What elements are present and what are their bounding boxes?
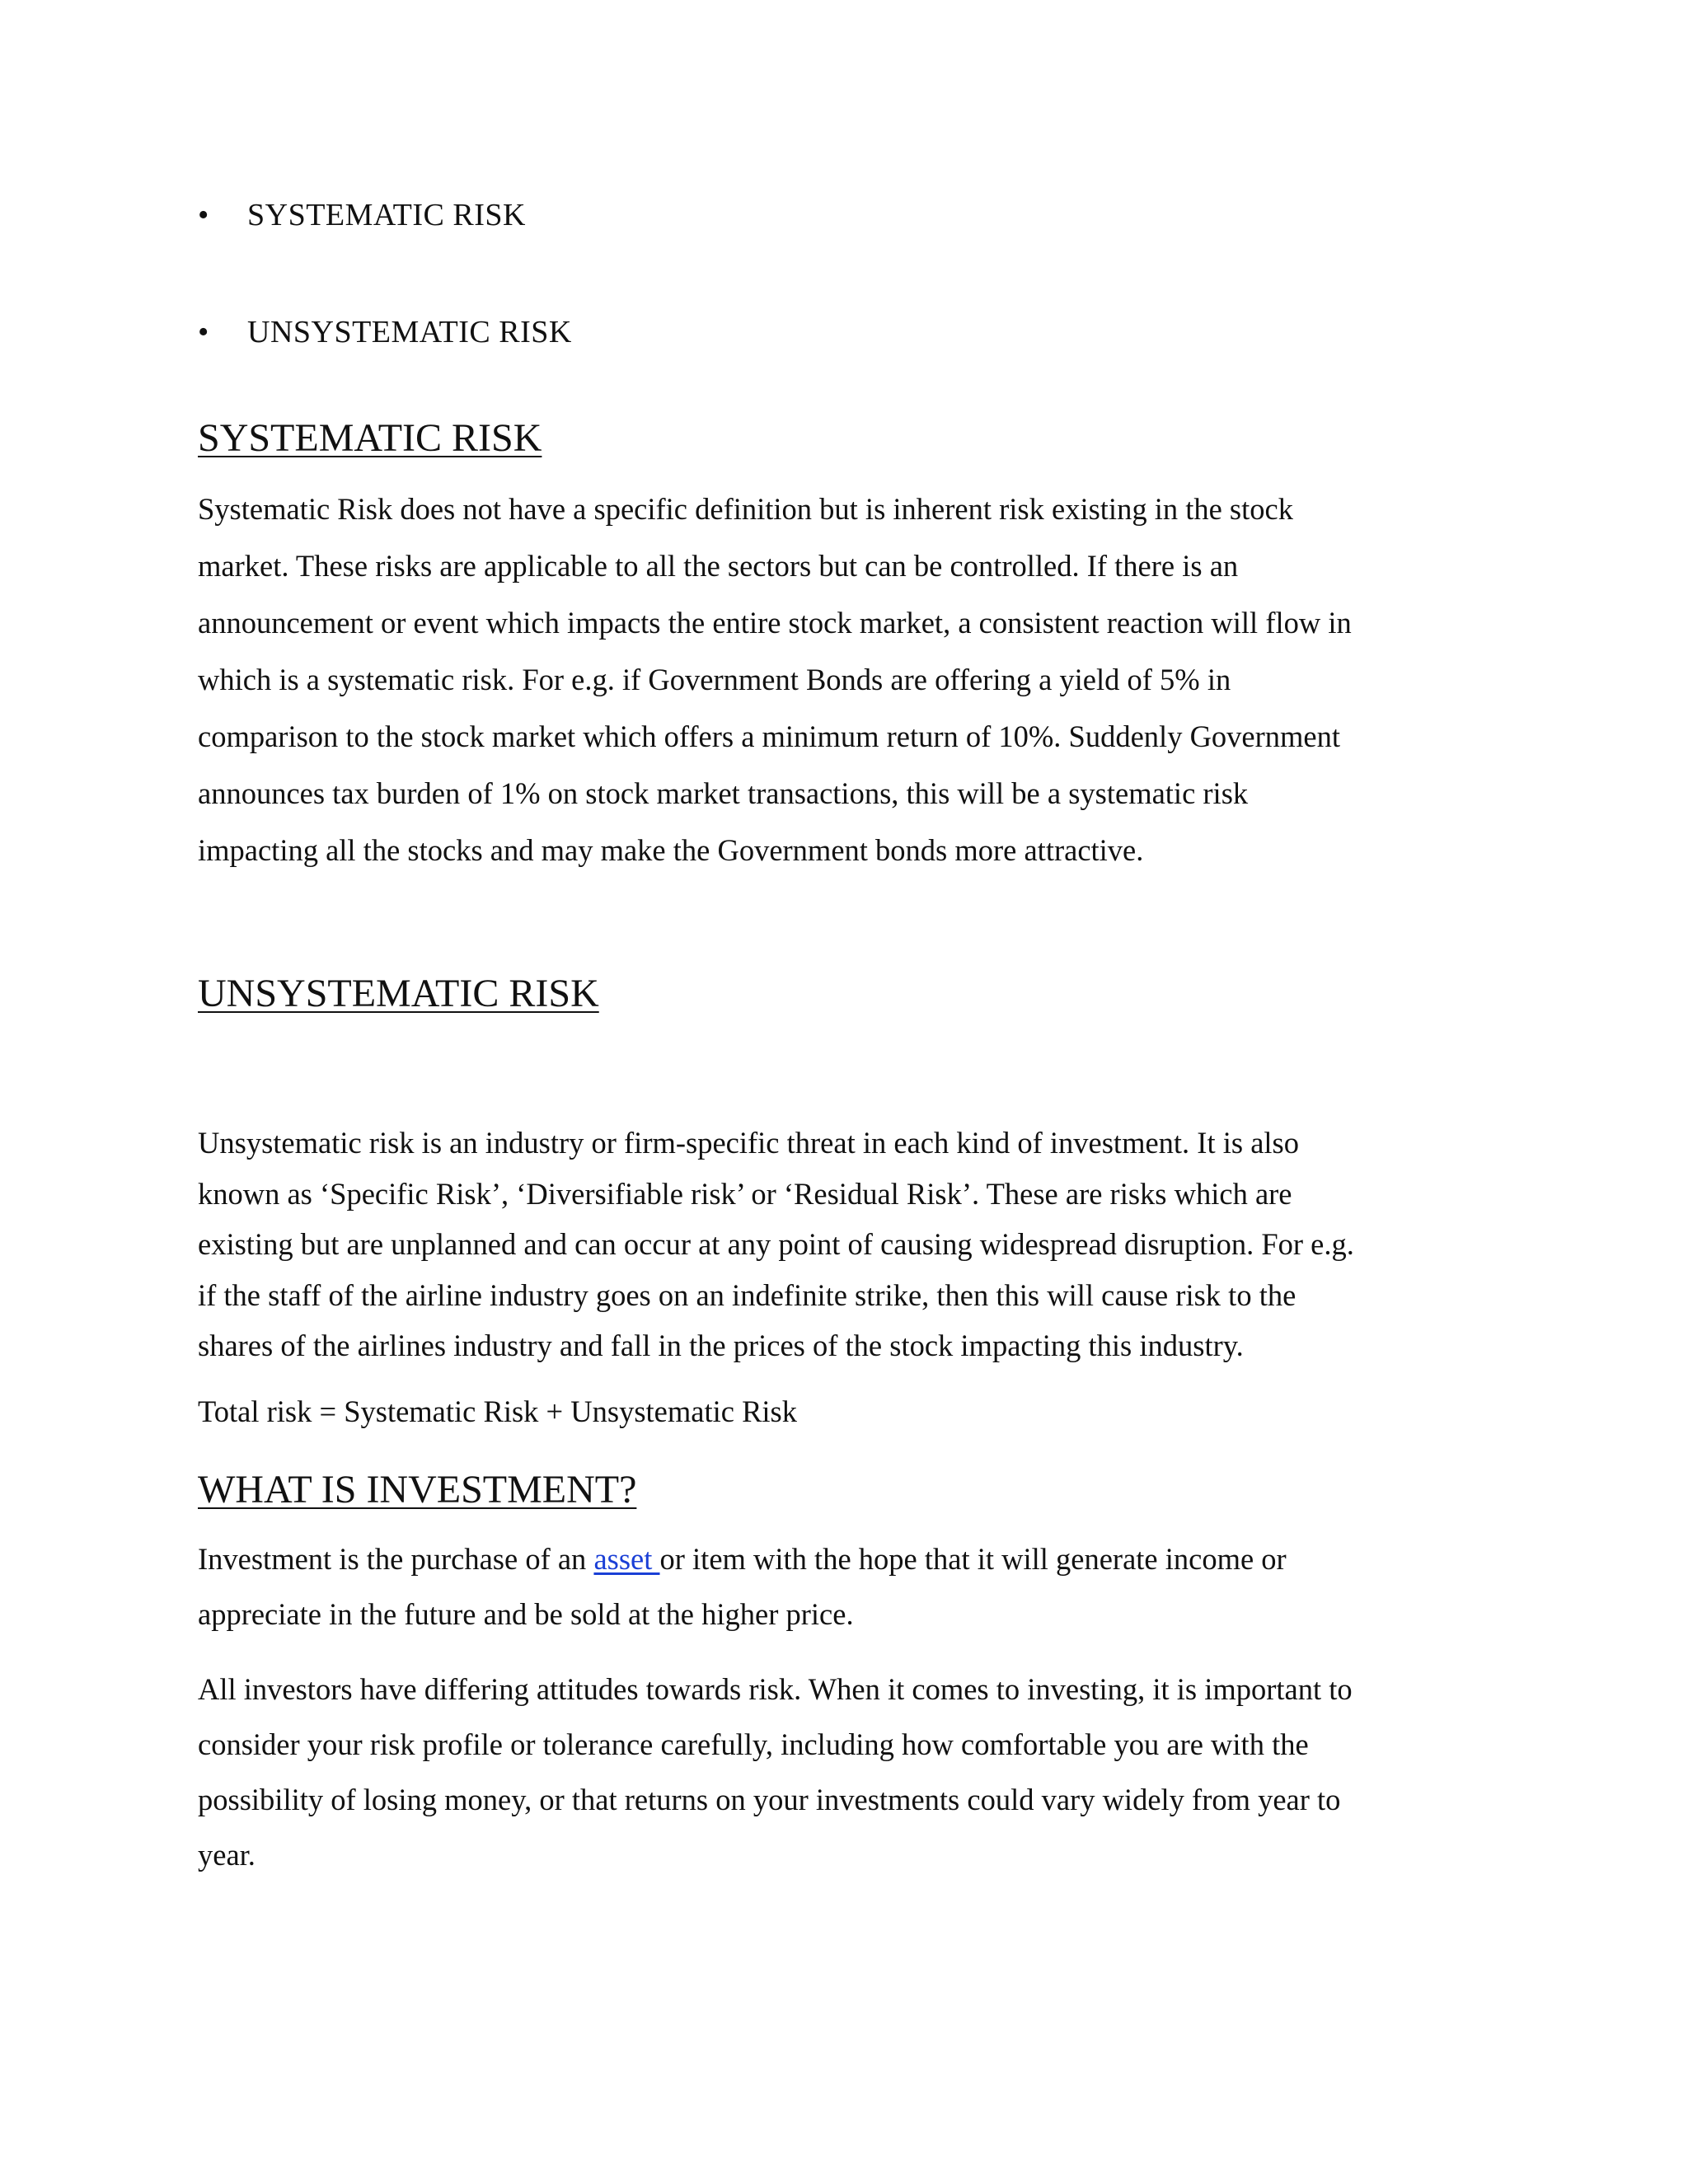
investment-definition-paragraph xyxy=(198,1531,1479,1642)
paragraph-line: announces tax burden of 1% on stock market transactions, this will be a systematic risk xyxy=(198,776,1249,810)
paragraph-line: comparison to the stock market which offers a minimum return of 10%. Suddenly Government xyxy=(198,719,1341,753)
paragraph-line xyxy=(198,1531,1479,1586)
bullet-label: UNSYSTEMATIC RISK xyxy=(247,315,572,349)
asset-link[interactable]: asset xyxy=(593,1542,660,1576)
paragraph-line: year. xyxy=(198,1838,256,1872)
systematic-risk-paragraph xyxy=(198,480,1479,879)
paragraph-line: Unsystematic risk is an industry or firm-specific threat in each kind of investment. It is also xyxy=(198,1126,1299,1160)
paragraph-line: which is a systematic risk. For e.g. if Government Bonds are offering a yield of 5% in xyxy=(198,663,1231,696)
paragraph-line: impacting all the stocks and may make the Government bonds more attractive. xyxy=(198,833,1144,867)
paragraph-line: known as ‘Specific Risk’, ‘Diversifiable risk’ or ‘Residual Risk’. These are risks which are xyxy=(198,1176,1292,1211)
paragraph-text: Investment is the purchase of an xyxy=(198,1542,594,1576)
paragraph-line: existing but are unplanned and can occur at any point of causing widespread disruption. For e.g. xyxy=(198,1227,1354,1261)
total-risk-formula: Total risk = Systematic Risk + Unsystematic Risk xyxy=(198,1394,798,1428)
paragraph-line: All investors have differing attitudes towards risk. When it comes to investing, it is important to xyxy=(198,1672,1353,1706)
paragraph-line: Systematic Risk does not have a specific definition but is inherent risk existing in the stock xyxy=(198,492,1293,526)
paragraph-line: shares of the airlines industry and fall in the prices of the stock impacting this industry. xyxy=(198,1329,1244,1362)
paragraph-line: market. These risks are applicable to all the sectors but can be controlled. If there is an xyxy=(198,549,1239,583)
bullet-icon: • xyxy=(198,315,209,349)
paragraph-line: consider your risk profile or tolerance carefully, including how comfortable you are with the xyxy=(198,1727,1309,1761)
bullet-item-systematic xyxy=(198,196,526,234)
paragraph-line: if the staff of the airline industry goes on an indefinite strike, then this will cause risk to the xyxy=(198,1277,1296,1312)
investment-heading: WHAT IS INVESTMENT? xyxy=(198,1468,637,1511)
systematic-risk-heading: SYSTEMATIC RISK xyxy=(198,416,542,460)
paragraph-text: or item with the hope that it will generate income or xyxy=(659,1542,1287,1576)
unsystematic-risk-heading: UNSYSTEMATIC RISK xyxy=(198,972,599,1015)
paragraph-line: appreciate in the future and be sold at the higher price. xyxy=(198,1597,854,1631)
unsystematic-risk-paragraph xyxy=(198,1118,1479,1371)
bullet-label: SYSTEMATIC RISK xyxy=(247,198,526,232)
paragraph-line: possibility of losing money, or that returns on your investments could vary widely from year to xyxy=(198,1783,1341,1816)
investor-risk-paragraph xyxy=(198,1661,1479,1882)
bullet-item-unsystematic xyxy=(198,313,572,351)
bullet-icon: • xyxy=(198,198,209,232)
paragraph-line: announcement or event which impacts the entire stock market, a consistent reaction will flow in xyxy=(198,606,1352,640)
